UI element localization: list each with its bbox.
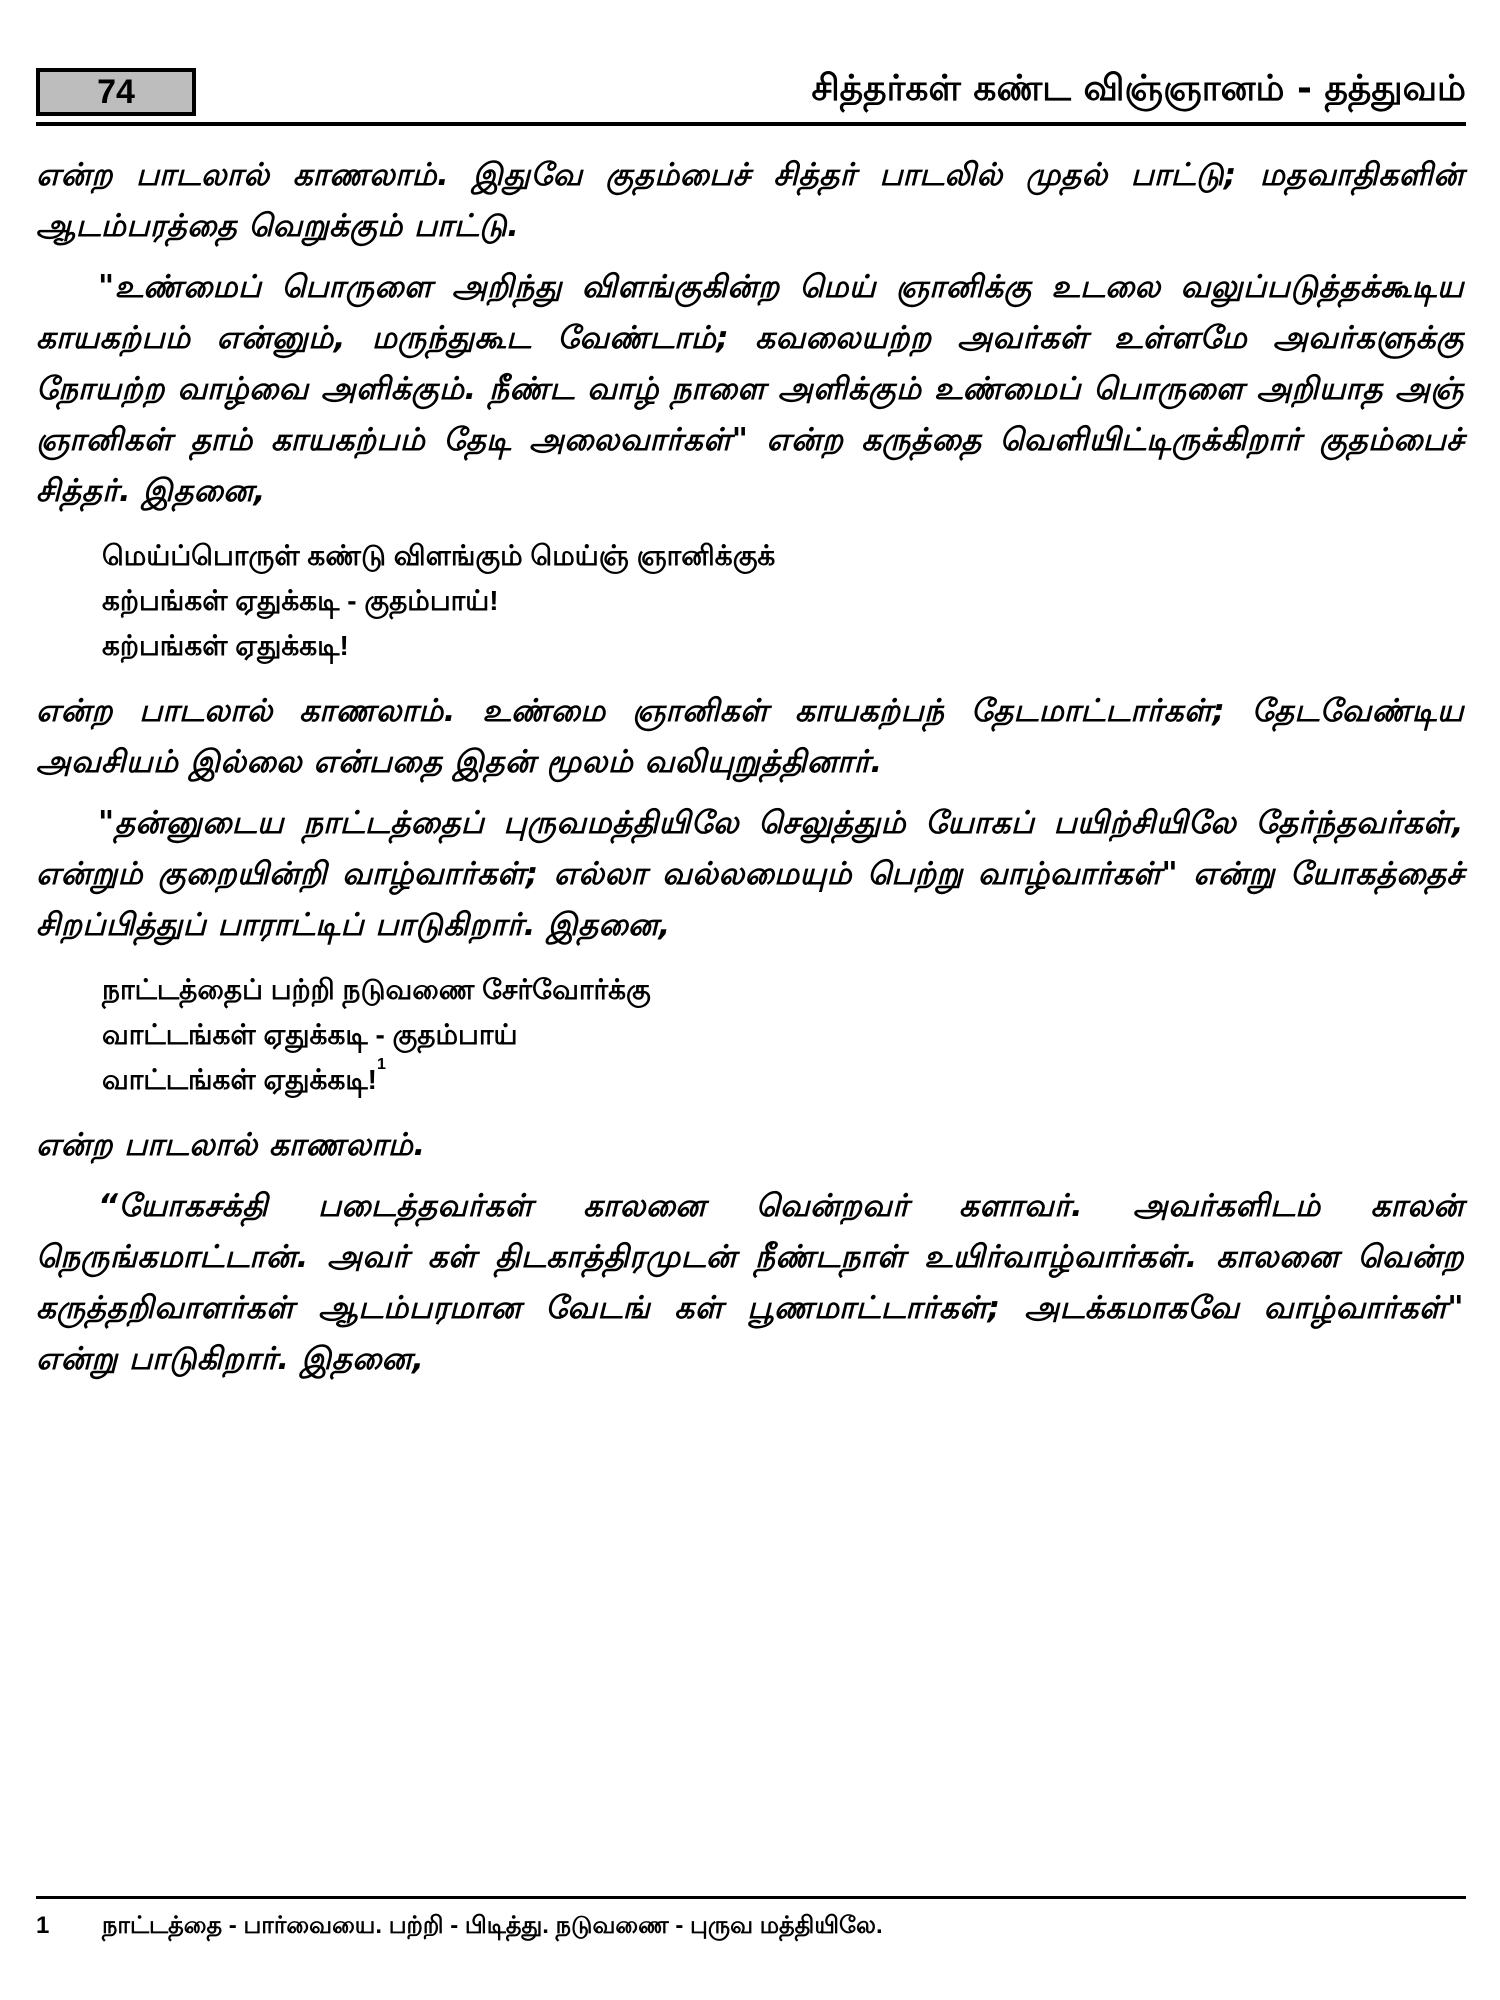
paragraph-4: "தன்னுடைய நாட்டத்தைப் புருவமத்தியிலே செலுத்தும் யோகப் பயிற்சியிலே தேர்ந்தவர்கள், என்றும் குறையின்றி வாழ்வார்கள்; எல்லா வல்லமையும் பெற்று வாழ்வார்கள்" என்று யோகத்தைச் சிறப்பித்துப் பாராட்டிப் பாடுகிறார். இதனை, <box>36 805 1464 943</box>
verse-2-line-3 <box>102 1057 1464 1102</box>
paragraph-3: என்ற பாடலால் காணலாம். உண்மை ஞானிகள் காயகற்பந் தேடமாட்டார்கள்; தேடவேண்டிய அவசியம் இல்லை என்பதை இதன் மூலம் வலியுறுத்தினார். <box>36 693 1464 780</box>
verse-1-line-3: கற்பங்கள் ஏதுக்கடி! <box>102 630 349 661</box>
running-title: சித்தர்கள் கண்ட விஞ்ஞானம் - தத்துவம் <box>811 68 1466 109</box>
footnote-text: நாட்டத்தை - பார்வையை. பற்றி - பிடித்து. நடுவணை - புருவ மத்தியிலே. <box>102 1912 883 1939</box>
page-body <box>36 150 1464 1395</box>
footnote <box>36 1912 1466 1942</box>
footnote-number: 1 <box>36 1912 50 1939</box>
paragraph-1: என்ற பாடலால் காணலாம். இதுவே குதம்பைச் சித்தர் பாடலில் முதல் பாட்டு; மதவாதிகளின் ஆடம்பரத்தை வெறுக்கும் பாட்டு. <box>36 157 1464 244</box>
verse-2 <box>102 967 1464 1102</box>
page-header <box>36 68 1466 128</box>
verse-2-line-2: வாட்டங்கள் ஏதுக்கடி - குதம்பாய் <box>102 1019 518 1050</box>
footnote-rule <box>36 1896 1466 1899</box>
footnote-marker: 1 <box>376 1056 386 1073</box>
page-number-box: 74 <box>36 68 196 116</box>
verse-2-line-3-text: வாட்டங்கள் ஏதுக்கடி! <box>102 1064 377 1095</box>
header-rule <box>36 122 1466 126</box>
verse-1-line-1: மெய்ப்பொருள் கண்டு விளங்கும் மெய்ஞ் ஞானிக்குக் <box>102 540 776 571</box>
verse-1-line-2: கற்பங்கள் ஏதுக்கடி - குதம்பாய்! <box>102 585 499 616</box>
paragraph-6: “யோகசக்தி படைத்தவர்கள் காலனை வென்றவர் களாவர். அவர்களிடம் காலன் நெருங்கமாட்டான். அவர் கள் திடகாத்திரமுடன் நீண்டநாள் உயிர்வாழ்வார்கள். காலனை வென்ற கருத்தறிவாளர்கள் ஆடம்பரமான வேடங் கள் பூணமாட்டார்கள்; அடக்கமாகவே வாழ்வார்கள்" என்று பாடுகிறார். இதனை, <box>36 1188 1464 1377</box>
paragraph-2: "உண்மைப் பொருளை அறிந்து விளங்குகின்ற மெய் ஞானிக்கு உடலை வலுப்படுத்தக்கூடிய காயகற்பம் என்னும், மருந்துகூட வேண்டாம்; கவலையற்ற அவர்கள் உள்ளமே அவர்களுக்கு நோயற்ற வாழ்வை அளிக்கும். நீண்ட வாழ் நாளை அளிக்கும் உண்மைப் பொருளை அறியாத அஞ் ஞானிகள் தாம் காயகற்பம் தேடி அலைவார்கள்" என்ற கருத்தை வெளியிட்டிருக்கிறார் குதம்பைச் சித்தர். இதனை, <box>36 269 1464 509</box>
verse-2-line-1: நாட்டத்தைப் பற்றி நடுவணை சேர்வோர்க்கு <box>102 974 651 1005</box>
verse-1 <box>102 533 1464 668</box>
paragraph-5: என்ற பாடலால் காணலாம். <box>36 1127 426 1163</box>
